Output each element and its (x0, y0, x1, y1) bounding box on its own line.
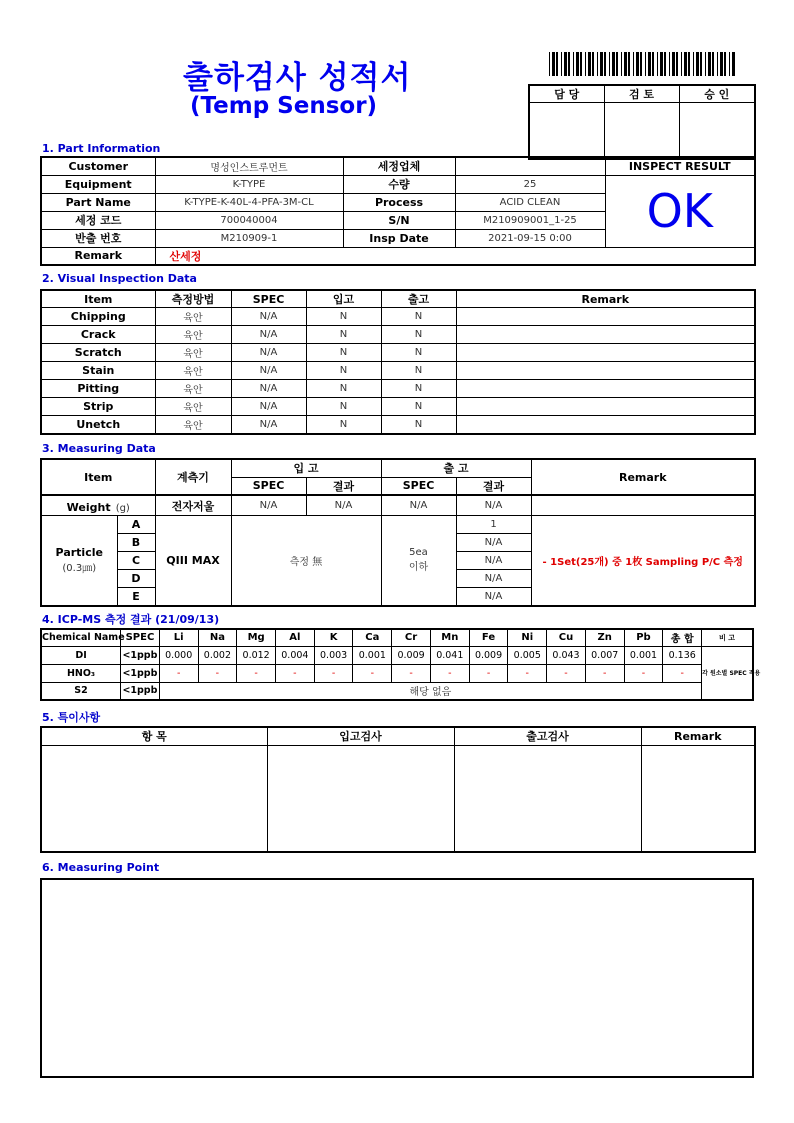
approval-sign-charge[interactable] (529, 103, 604, 159)
icp-s2-value: 해당 없음 (159, 682, 701, 700)
barcode-bar (664, 52, 666, 76)
visual-in: N (306, 344, 381, 362)
section-part-info-title: 1. Part Information (42, 142, 161, 155)
weight-out-result: N/A (456, 495, 531, 516)
special-header-item: 항 목 (41, 727, 267, 745)
visual-method: 육안 (155, 344, 231, 362)
approval-header-review: 검 토 (604, 85, 679, 103)
icp-header-cell: Na (198, 629, 237, 646)
icp-value: 0.009 (469, 646, 508, 664)
particle-gauge: QIII MAX (155, 516, 231, 606)
measuring-header-out: 출 고 (381, 459, 531, 477)
special-header-remark: Remark (641, 727, 755, 745)
icp-header-row (41, 629, 753, 646)
particle-result-c: N/A (456, 552, 531, 570)
barcode-bar (612, 52, 615, 76)
visual-row (41, 326, 755, 344)
icp-header-cell: Mn (430, 629, 469, 646)
icp-header-cell: 비 고 (702, 629, 753, 646)
measuring-point-area[interactable] (40, 878, 754, 1078)
weight-label-cell (41, 495, 155, 516)
icp-value: 0.043 (547, 646, 586, 664)
visual-out: N (381, 398, 456, 416)
visual-remark (456, 326, 755, 344)
icp-spec: <1ppb (121, 664, 160, 682)
barcode-bar (684, 52, 687, 76)
icp-header-cell: 총 합 (663, 629, 702, 646)
particle-remark: - 1Set(25개) 중 1枚 Sampling P/C 측정 (531, 516, 755, 606)
approval-header-charge: 담 당 (529, 85, 604, 103)
barcode-bar (669, 52, 670, 76)
measuring-data-table (40, 458, 756, 607)
icp-value: - (547, 664, 586, 682)
icp-header-cell: Chemical Name (41, 629, 121, 646)
barcode-bar (657, 52, 658, 76)
particle-result-d: N/A (456, 570, 531, 588)
visual-out: N (381, 380, 456, 398)
visual-method: 육안 (155, 362, 231, 380)
icp-value: - (663, 664, 702, 682)
particle-letter-c: C (117, 552, 155, 570)
weight-label: Weight (66, 501, 111, 514)
barcode-image (549, 52, 733, 76)
visual-remark (456, 398, 755, 416)
ship-no-value: M210909-1 (155, 229, 343, 247)
equipment-value: K-TYPE (155, 175, 343, 193)
icp-header-cell: Zn (585, 629, 624, 646)
visual-spec: N/A (231, 380, 306, 398)
particle-letter-b: B (117, 534, 155, 552)
icp-value: 0.002 (198, 646, 237, 664)
barcode-bar (561, 52, 562, 76)
special-out-cell[interactable] (454, 745, 641, 852)
part-info-table (40, 156, 756, 266)
process-label: Process (343, 193, 455, 211)
icp-ms-table (40, 628, 761, 701)
particle-unit: (0.3㎛) (62, 563, 97, 575)
icp-spec: <1ppb (121, 646, 160, 664)
visual-header-method: 측정방법 (155, 290, 231, 308)
document-title: 출하검사 성적서 (183, 60, 412, 96)
inspect-result-value: OK (605, 175, 755, 247)
icp-header-cell: Fe (469, 629, 508, 646)
icp-value: - (430, 664, 469, 682)
weight-gauge: 전자저울 (155, 495, 231, 516)
icp-value: - (159, 664, 198, 682)
visual-header-remark: Remark (456, 290, 755, 308)
visual-method: 육안 (155, 416, 231, 434)
barcode-bar (633, 52, 634, 76)
visual-header-item: Item (41, 290, 155, 308)
barcode-bar (552, 52, 555, 76)
visual-spec: N/A (231, 398, 306, 416)
icp-chemical-name: HNO₃ (41, 664, 121, 682)
icp-value: 0.003 (314, 646, 353, 664)
section-point-title: 6. Measuring Point (42, 861, 160, 874)
visual-in: N (306, 398, 381, 416)
barcode-bar (712, 52, 714, 76)
particle-letter-d: D (117, 570, 155, 588)
barcode-bar (696, 52, 699, 76)
icp-header-cell: Li (159, 629, 198, 646)
special-in-cell[interactable] (267, 745, 454, 852)
section-visual-title: 2. Visual Inspection Data (42, 272, 197, 285)
visual-method: 육안 (155, 398, 231, 416)
equipment-label: Equipment (41, 175, 155, 193)
visual-remark (456, 362, 755, 380)
special-item-cell[interactable] (41, 745, 267, 852)
visual-row (41, 416, 755, 434)
icp-value: - (276, 664, 315, 682)
qty-value: 25 (455, 175, 605, 193)
icp-value: 0.001 (624, 646, 663, 664)
visual-item: Pitting (41, 380, 155, 398)
weight-in-spec: N/A (231, 495, 306, 516)
icp-header-cell: Mg (237, 629, 276, 646)
visual-spec: N/A (231, 416, 306, 434)
particle-spec-cell (381, 516, 456, 606)
particle-letter-a: A (117, 516, 155, 534)
remark-label: Remark (41, 247, 155, 265)
particle-result-e: N/A (456, 588, 531, 606)
visual-header-in: 입고 (306, 290, 381, 308)
visual-in: N (306, 416, 381, 434)
measuring-out-spec-header: SPEC (381, 477, 456, 495)
barcode-bar (636, 52, 639, 76)
visual-header-spec: SPEC (231, 290, 306, 308)
weight-out-spec: N/A (381, 495, 456, 516)
barcode-bar (705, 52, 706, 76)
company-label: 세정업체 (343, 157, 455, 175)
visual-in: N (306, 380, 381, 398)
visual-item: Scratch (41, 344, 155, 362)
barcode-bar (724, 52, 726, 76)
special-header-in: 입고검사 (267, 727, 454, 745)
approval-header-approve: 승 인 (679, 85, 755, 103)
icp-value: - (353, 664, 392, 682)
visual-row (41, 344, 755, 362)
barcode-bar (573, 52, 574, 76)
process-value: ACID CLEAN (455, 193, 605, 211)
icp-row (41, 682, 753, 700)
barcode-bar (672, 52, 675, 76)
visual-spec: N/A (231, 344, 306, 362)
barcode-bar (592, 52, 594, 76)
visual-in: N (306, 362, 381, 380)
barcode-bar (640, 52, 642, 76)
section-icp-title: 4. ICP-MS 측정 결과 (21/09/13) (42, 613, 220, 626)
visual-in: N (306, 308, 381, 326)
icp-value: 0.136 (663, 646, 702, 664)
visual-item: Strip (41, 398, 155, 416)
barcode-bar (616, 52, 618, 76)
visual-inspection-table (40, 289, 756, 435)
visual-method: 육안 (155, 380, 231, 398)
barcode-bar (597, 52, 598, 76)
icp-value: - (237, 664, 276, 682)
barcode-bar (609, 52, 610, 76)
barcode-bar (688, 52, 690, 76)
visual-method: 육안 (155, 326, 231, 344)
icp-header-cell: Ni (508, 629, 547, 646)
visual-item: Unetch (41, 416, 155, 434)
measuring-header-in: 입 고 (231, 459, 381, 477)
insp-date-value: 2021-09-15 0:00 (455, 229, 605, 247)
measuring-in-spec-header: SPEC (231, 477, 306, 495)
barcode-bar (621, 52, 622, 76)
icp-header-cell: Cr (392, 629, 431, 646)
barcode-bar (652, 52, 654, 76)
icp-row (41, 664, 753, 682)
barcode-bar (580, 52, 582, 76)
special-remark-cell[interactable] (641, 745, 755, 852)
barcode-bar (660, 52, 663, 76)
barcode-bar (676, 52, 678, 76)
insp-date-label: Insp Date (343, 229, 455, 247)
visual-remark (456, 308, 755, 326)
icp-value: - (392, 664, 431, 682)
barcode-bar (693, 52, 694, 76)
weight-remark (531, 495, 755, 516)
barcode-bar (708, 52, 711, 76)
barcode-bar (585, 52, 586, 76)
icp-value: 0.007 (585, 646, 624, 664)
icp-value: - (508, 664, 547, 682)
icp-header-cell: Ca (353, 629, 392, 646)
particle-label: Particle (55, 546, 103, 560)
icp-note: 각 원소별 SPEC 적용 (702, 646, 753, 700)
visual-item: Crack (41, 326, 155, 344)
barcode-bar (549, 52, 550, 76)
icp-header-cell: Al (276, 629, 315, 646)
barcode-bar (568, 52, 570, 76)
measuring-header-gauge: 계측기 (155, 459, 231, 495)
visual-remark (456, 380, 755, 398)
special-header-out: 출고검사 (454, 727, 641, 745)
particle-spec-line1: 5ea (409, 547, 428, 559)
icp-value: - (585, 664, 624, 682)
sn-label: S/N (343, 211, 455, 229)
visual-out: N (381, 326, 456, 344)
barcode-bar (729, 52, 730, 76)
icp-value: 0.009 (392, 646, 431, 664)
icp-value: - (314, 664, 353, 682)
barcode-bar (624, 52, 627, 76)
visual-row (41, 308, 755, 326)
barcode-bar (576, 52, 579, 76)
barcode-bar (564, 52, 567, 76)
icp-header-cell: K (314, 629, 353, 646)
visual-item: Stain (41, 362, 155, 380)
weight-unit: (g) (115, 503, 130, 514)
barcode-bar (604, 52, 606, 76)
icp-value: - (198, 664, 237, 682)
visual-header-out: 출고 (381, 290, 456, 308)
part-name-label: Part Name (41, 193, 155, 211)
special-notes-table (40, 726, 756, 853)
icp-chemical-name: S2 (41, 682, 121, 700)
qty-label: 수량 (343, 175, 455, 193)
visual-in: N (306, 326, 381, 344)
icp-value: 0.004 (276, 646, 315, 664)
icp-value: 0.041 (430, 646, 469, 664)
visual-out: N (381, 362, 456, 380)
icp-value: 0.001 (353, 646, 392, 664)
icp-value: - (624, 664, 663, 682)
approval-sign-review[interactable] (604, 103, 679, 159)
icp-value: 0.005 (508, 646, 547, 664)
icp-value: 0.000 (159, 646, 198, 664)
visual-row (41, 362, 755, 380)
icp-row (41, 646, 753, 664)
ship-no-label: 반출 번호 (41, 229, 155, 247)
barcode-bar (556, 52, 558, 76)
measuring-header-remark: Remark (531, 459, 755, 495)
visual-item: Chipping (41, 308, 155, 326)
barcode-bar (588, 52, 591, 76)
icp-spec: <1ppb (121, 682, 160, 700)
customer-value: 명성인스트루먼트 (155, 157, 343, 175)
barcode-bar (648, 52, 651, 76)
icp-chemical-name: DI (41, 646, 121, 664)
barcode-bar (645, 52, 646, 76)
wash-code-value: 700040004 (155, 211, 343, 229)
icp-header-cell: SPEC (121, 629, 160, 646)
company-value (455, 157, 605, 175)
icp-header-cell: Pb (624, 629, 663, 646)
barcode-bar (720, 52, 723, 76)
approval-table (528, 84, 756, 160)
visual-spec: N/A (231, 326, 306, 344)
barcode-bar (700, 52, 702, 76)
particle-spec-line2: 이하 (408, 562, 429, 574)
icp-header-cell: Cu (547, 629, 586, 646)
section-measuring-title: 3. Measuring Data (42, 442, 156, 455)
measuring-in-result-header: 결과 (306, 477, 381, 495)
wash-code-label: 세정 코드 (41, 211, 155, 229)
visual-row (41, 398, 755, 416)
document-subtitle: (Temp Sensor) (190, 93, 378, 119)
remark-value: 산세정 (155, 247, 755, 265)
visual-remark (456, 416, 755, 434)
icp-value: 0.012 (237, 646, 276, 664)
barcode-bar (600, 52, 603, 76)
particle-in-value: 측정 無 (231, 516, 381, 606)
sn-value: M210909001_1-25 (455, 211, 605, 229)
visual-row (41, 380, 755, 398)
barcode-bar (628, 52, 630, 76)
part-name-value: K-TYPE-K-40L-4-PFA-3M-CL (155, 193, 343, 211)
visual-spec: N/A (231, 308, 306, 326)
measuring-out-result-header: 결과 (456, 477, 531, 495)
visual-out: N (381, 416, 456, 434)
particle-result-b: N/A (456, 534, 531, 552)
icp-value: - (469, 664, 508, 682)
weight-in-result: N/A (306, 495, 381, 516)
visual-out: N (381, 308, 456, 326)
particle-result-a: 1 (456, 516, 531, 534)
barcode-bar (717, 52, 718, 76)
section-special-title: 5. 특이사항 (42, 711, 101, 724)
visual-out: N (381, 344, 456, 362)
visual-remark (456, 344, 755, 362)
inspect-result-label: INSPECT RESULT (605, 157, 755, 175)
particle-label-cell (41, 516, 117, 606)
barcode-bar (681, 52, 682, 76)
measuring-header-item: Item (41, 459, 155, 495)
customer-label: Customer (41, 157, 155, 175)
barcode-bar (732, 52, 735, 76)
particle-letter-e: E (117, 588, 155, 606)
visual-method: 육안 (155, 308, 231, 326)
approval-sign-approve[interactable] (679, 103, 755, 159)
visual-spec: N/A (231, 362, 306, 380)
